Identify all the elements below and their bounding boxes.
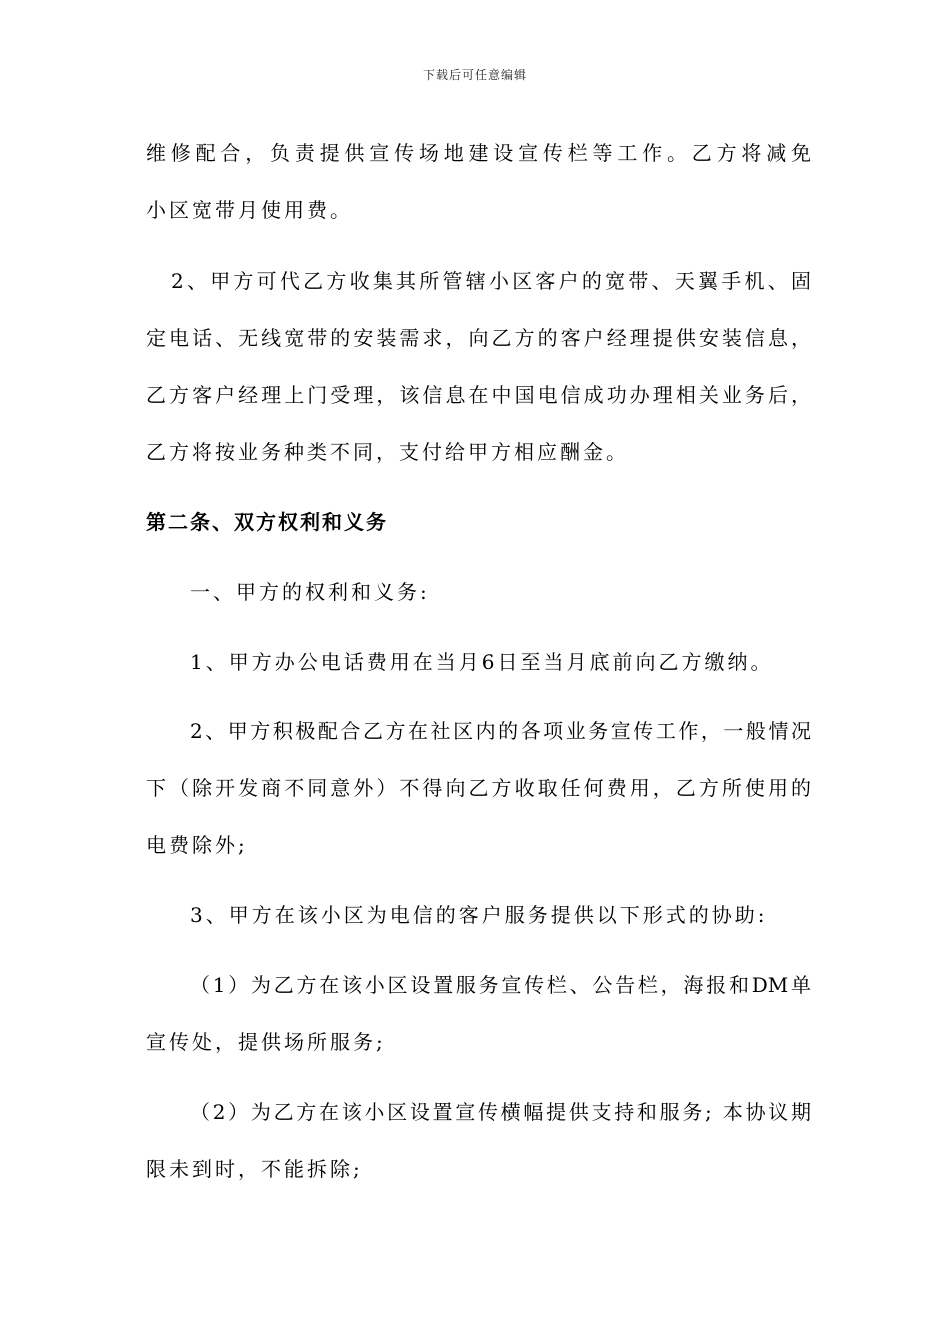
paragraph-line: 1、甲方办公电话费用在当月6日至当月底前向乙方缴纳。 — [190, 650, 774, 674]
paragraph-line: 维修配合，负责提供宣传场地建设宣传栏等工作。乙方将减免 — [146, 141, 811, 165]
page-header: 下载后可任意编辑 — [422, 68, 527, 82]
paragraph-line: 限未到时，不能拆除; — [146, 1157, 363, 1181]
paragraph-line: 电费除外; — [146, 833, 248, 857]
paragraph-line: 乙方客户经理上门受理，该信息在中国电信成功办理相关业务后， — [146, 383, 811, 407]
paragraph-line: 下（除开发商不同意外）不得向乙方收取任何费用，乙方所使用的 — [146, 776, 811, 800]
section-heading: 第二条、双方权利和义务 — [146, 510, 388, 534]
paragraph-line: （2）为乙方在该小区设置宣传横幅提供支持和服务; 本协议期 — [190, 1100, 811, 1124]
paragraph-line: 小区宽带月使用费。 — [146, 198, 353, 222]
paragraph-line: （1）为乙方在该小区设置服务宣传栏、公告栏，海报和DM单 — [190, 973, 811, 997]
paragraph-line: 乙方将按业务种类不同，支付给甲方相应酬金。 — [146, 440, 629, 464]
paragraph-line: 3、甲方在该小区为电信的客户服务提供以下形式的协助: — [190, 903, 768, 927]
paragraph-line: 2、甲方积极配合乙方在社区内的各项业务宣传工作，一般情况 — [190, 719, 811, 743]
paragraph-line: 定电话、无线宽带的安装需求，向乙方的客户经理提供安装信息， — [146, 326, 811, 350]
paragraph-line: 2、甲方可代乙方收集其所管辖小区客户的宽带、天翼手机、固 — [171, 269, 811, 293]
subsection-heading: 一、甲方的权利和义务: — [190, 580, 430, 604]
paragraph-line: 宣传处，提供场所服务; — [146, 1030, 386, 1054]
